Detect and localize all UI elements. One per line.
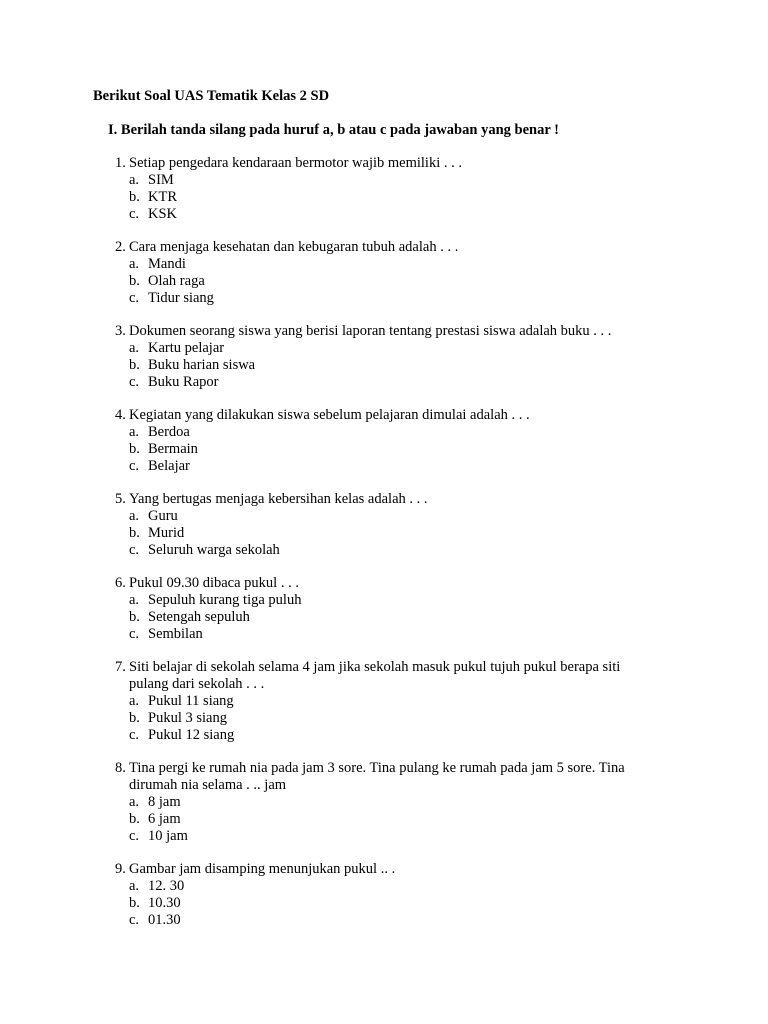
question-item [0,760,768,845]
option-text: Guru [148,508,178,524]
option-text: SIM [148,172,174,188]
option-letter: c. [129,458,140,474]
answer-option[interactable] [0,256,768,273]
section-heading: I. Berilah tanda silang pada huruf a, b atau c pada jawaban yang benar ! [108,122,559,138]
question-number: 3. [115,323,126,339]
answer-option[interactable] [0,542,768,559]
option-text: Kartu pelajar [148,340,225,356]
answer-option[interactable] [0,828,768,845]
answer-option[interactable] [0,912,768,929]
option-letter: b. [129,710,140,726]
question-text: Cara menjaga kesehatan dan kebugaran tubuh adalah . . . [129,239,459,255]
question-item [0,155,768,223]
question-line [0,155,768,172]
answer-option[interactable] [0,794,768,811]
question-text: Tina pergi ke rumah nia pada jam 3 sore. Tina pulang ke rumah pada jam 5 sore. Tina [129,760,625,776]
question-text: Gambar jam disamping menunjukan pukul .. . [129,861,396,877]
option-text: Sepuluh kurang tiga puluh [148,592,302,608]
option-letter: c. [129,374,140,390]
option-letter: b. [129,609,140,625]
option-letter: c. [129,542,140,558]
question-item [0,575,768,643]
question-line [0,323,768,340]
option-letter: b. [129,357,140,373]
option-text: Sembilan [148,626,203,642]
option-letter: a. [129,424,140,440]
option-letter: a. [129,340,140,356]
answer-option[interactable] [0,592,768,609]
question-number: 1. [115,155,126,171]
option-text: Tidur siang [148,290,214,306]
question-text: Siti belajar di sekolah selama 4 jam jika sekolah masuk pukul tujuh pukul berapa siti [129,659,621,675]
option-text: Pukul 11 siang [148,693,234,709]
question-text: Dokumen seorang siswa yang berisi laporan tentang prestasi siswa adalah buku . . . [129,323,612,339]
option-text: Buku Rapor [148,374,219,390]
option-letter: a. [129,172,140,188]
option-text: KTR [148,189,177,205]
answer-option[interactable] [0,290,768,307]
option-letter: c. [129,727,140,743]
option-text: 10.30 [148,895,181,911]
answer-option[interactable] [0,357,768,374]
option-text: 8 jam [148,794,181,810]
option-text: 10 jam [148,828,188,844]
question-text: Kegiatan yang dilakukan siswa sebelum pelajaran dimulai adalah . . . [129,407,530,423]
option-letter: c. [129,626,140,642]
option-text: 01.30 [148,912,181,928]
question-item [0,407,768,475]
question-line [0,575,768,592]
answer-option[interactable] [0,878,768,895]
option-letter: b. [129,189,140,205]
option-text: Belajar [148,458,190,474]
question-item [0,239,768,307]
question-item [0,491,768,559]
answer-option[interactable] [0,374,768,391]
question-item [0,323,768,391]
answer-option[interactable] [0,340,768,357]
option-text: Setengah sepuluh [148,609,250,625]
question-text: dirumah nia selama . .. jam [129,777,287,793]
option-letter: c. [129,290,140,306]
question-line [0,777,768,794]
question-number: 2. [115,239,126,255]
question-text: Yang bertugas menjaga kebersihan kelas adalah . . . [129,491,428,507]
option-letter: a. [129,592,140,608]
answer-option[interactable] [0,895,768,912]
question-item [0,861,768,929]
option-letter: a. [129,693,140,709]
option-text: Buku harian siswa [148,357,256,373]
answer-option[interactable] [0,727,768,744]
answer-option[interactable] [0,811,768,828]
answer-option[interactable] [0,441,768,458]
answer-option[interactable] [0,273,768,290]
option-text: Berdoa [148,424,190,440]
answer-option[interactable] [0,508,768,525]
document-title: Berikut Soal UAS Tematik Kelas 2 SD [93,88,330,104]
option-letter: b. [129,525,140,541]
question-item [0,659,768,744]
question-line [0,676,768,693]
answer-option[interactable] [0,458,768,475]
option-text: 12. 30 [148,878,185,894]
option-text: Seluruh warga sekolah [148,542,280,558]
answer-option[interactable] [0,609,768,626]
question-number: 5. [115,491,126,507]
option-text: Murid [148,525,185,541]
option-letter: a. [129,794,140,810]
answer-option[interactable] [0,424,768,441]
answer-option[interactable] [0,525,768,542]
question-line [0,861,768,878]
answer-option[interactable] [0,206,768,223]
answer-option[interactable] [0,693,768,710]
question-number: 6. [115,575,126,591]
option-letter: a. [129,878,140,894]
question-line [0,659,768,676]
answer-option[interactable] [0,189,768,206]
option-text: KSK [148,206,178,222]
option-text: Mandi [148,256,186,272]
option-text: Bermain [148,441,198,457]
option-letter: c. [129,912,140,928]
question-line [0,491,768,508]
option-letter: b. [129,273,140,289]
option-text: 6 jam [148,811,181,827]
option-letter: c. [129,828,140,844]
question-text: Pukul 09.30 dibaca pukul . . . [129,575,299,591]
option-letter: c. [129,206,140,222]
answer-option[interactable] [0,172,768,189]
option-letter: a. [129,508,140,524]
answer-option[interactable] [0,626,768,643]
question-number: 8. [115,760,126,776]
question-number: 7. [115,659,126,675]
option-text: Olah raga [148,273,205,289]
option-letter: b. [129,811,140,827]
option-text: Pukul 3 siang [148,710,227,726]
question-text: pulang dari sekolah . . . [129,676,265,692]
question-line [0,239,768,256]
question-line [0,407,768,424]
option-letter: b. [129,441,140,457]
answer-option[interactable] [0,710,768,727]
option-letter: a. [129,256,140,272]
option-text: Pukul 12 siang [148,727,235,743]
question-line [0,760,768,777]
question-text: Setiap pengedara kendaraan bermotor wajib memiliki . . . [129,155,462,171]
question-number: 9. [115,861,126,877]
option-letter: b. [129,895,140,911]
question-number: 4. [115,407,126,423]
